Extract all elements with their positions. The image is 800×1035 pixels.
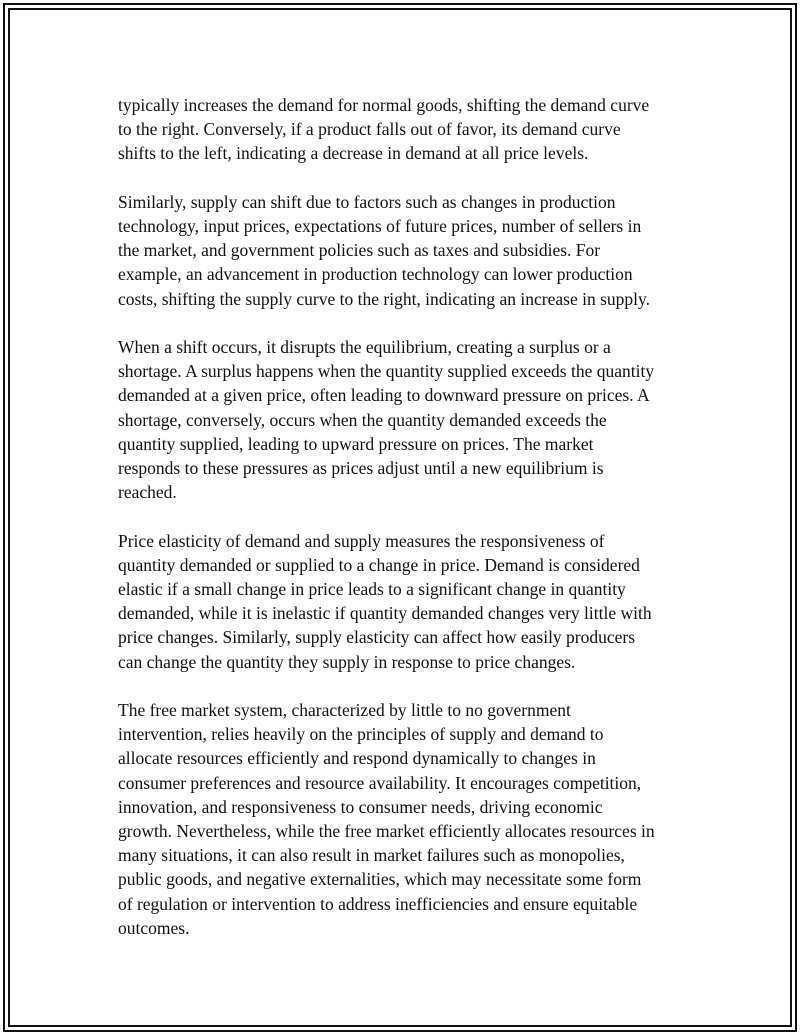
document-body: [118, 93, 693, 964]
paragraph-demand-shift: typically increases the demand for normal goods, shifting the demand curve to the right. Conversely, if a product falls out of favor, its demand curve shifts to the left, indicating a decrease in demand at all price levels.: [118, 95, 650, 164]
paragraph-price-elasticity: Price elasticity of demand and supply measures the responsiveness of quantity demanded or supplied to a change in price. Demand is considered elastic if a small change in price leads to a significant change in quantity demanded, while it is inelastic if quantity demanded changes very little with price changes. Similarly, supply elasticity can affect how easily producers can change the quantity they supply in response to price changes.: [118, 530, 652, 672]
paragraph-surplus-shortage: When a shift occurs, it disrupts the equilibrium, creating a surplus or a shortage. A surplus happens when the quantity supplied exceeds the quantity demanded at a given price, often leading to downward pressure on prices. A shortage, conversely, occurs when the quantity demanded exceeds the quantity supplied, leading to upward pressure on prices. The market responds to these pressures as prices adjust until a new equilibrium is reached.: [118, 337, 655, 503]
paragraph-free-market: The free market system, characterized by little to no government intervention, relies heavily on the principles of supply and demand to allocate resources efficiently and respond dynamically to changes in consumer preferences and resource availability. It encourages competition, innovation, and responsiveness to consumer needs, driving economic growth. Nevertheless, while the free market efficiently allocates resources in many situations, it can also result in market failures such as monopolies, public goods, and negative externalities, which may necessitate some form of regulation or intervention to address inefficiencies and ensure equitable outcomes.: [118, 700, 655, 938]
paragraph-supply-shift: Similarly, supply can shift due to factors such as changes in production technology, input prices, expectations of future prices, number of sellers in the market, and government policies such as taxes and subsidies. For example, an advancement in production technology can lower production costs, shifting the supply curve to the right, indicating an increase in supply.: [118, 191, 651, 309]
